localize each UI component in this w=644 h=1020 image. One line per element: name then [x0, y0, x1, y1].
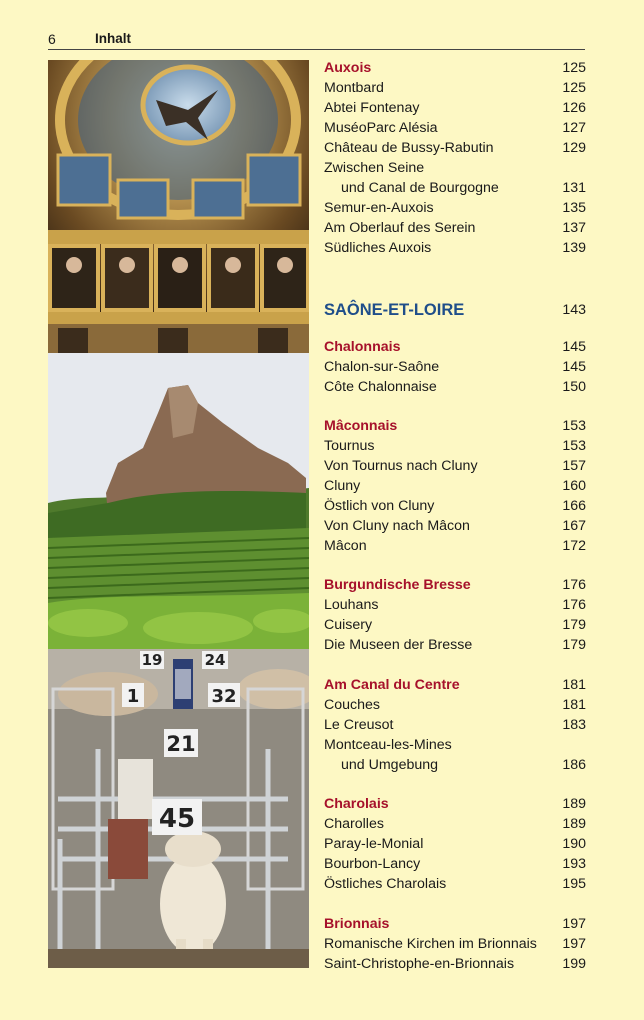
toc-page: 166	[562, 498, 586, 514]
toc-title: Bourbon-Lancy	[324, 856, 421, 872]
toc-page: 153	[562, 438, 586, 454]
toc-page: 160	[562, 478, 586, 494]
toc-title: Auxois	[324, 60, 372, 76]
toc-entry	[324, 436, 586, 456]
toc-title: MuséoParc Alésia	[324, 120, 438, 136]
toc-title: Die Museen der Bresse	[324, 637, 473, 653]
toc-title: Charolles	[324, 816, 384, 832]
cattle-tag-21: 21	[166, 732, 196, 756]
toc-section	[324, 300, 586, 320]
toc-page: 126	[562, 100, 586, 116]
toc-page: 181	[562, 697, 586, 713]
toc-title: Von Tournus nach Cluny	[324, 458, 478, 474]
toc-title: SAÔNE-ET-LOIRE	[324, 301, 465, 319]
toc-entry	[324, 78, 586, 98]
toc-page: 181	[562, 677, 586, 693]
toc-entry	[324, 834, 586, 854]
toc-page: 195	[562, 876, 586, 892]
toc-page: 189	[562, 816, 586, 832]
toc-entry	[324, 874, 586, 894]
cattle-tag-1: 1	[126, 686, 140, 707]
toc-title: Montbard	[324, 80, 384, 96]
toc-title: Am Oberlauf des Serein	[324, 220, 476, 236]
cattle-tag-45: 45	[158, 804, 196, 834]
toc-region	[324, 58, 586, 78]
toc-title: und Canal de Bourgogne	[341, 180, 499, 196]
toc-region	[324, 794, 586, 814]
toc-page: 179	[562, 617, 586, 633]
toc-title: Mâconnais	[324, 418, 398, 434]
toc-title: Louhans	[324, 597, 379, 613]
toc-page: 167	[562, 518, 586, 534]
toc-title: Abtei Fontenay	[324, 100, 420, 116]
toc-title: Château de Bussy-Rabutin	[324, 140, 494, 156]
toc-region	[324, 416, 586, 436]
photo-column	[48, 60, 309, 968]
toc-page: 129	[562, 140, 586, 156]
toc-region	[324, 675, 586, 695]
toc-entry	[324, 456, 586, 476]
toc-entry	[324, 138, 586, 158]
toc-entry	[324, 158, 586, 178]
toc-page: 183	[562, 717, 586, 733]
toc-page: 145	[562, 359, 586, 375]
toc-entry	[324, 516, 586, 536]
toc-region	[324, 575, 586, 595]
toc-entry	[324, 595, 586, 615]
toc-entry	[324, 735, 586, 755]
toc-entry	[324, 357, 586, 377]
toc-page: 186	[562, 757, 586, 773]
toc-page: 150	[562, 379, 586, 395]
toc-entry	[324, 118, 586, 138]
page-header	[48, 29, 585, 50]
toc-title: Chalonnais	[324, 339, 401, 355]
toc-entry	[324, 98, 586, 118]
toc-entry	[324, 615, 586, 635]
toc-entry	[324, 934, 586, 954]
toc-title: Le Creusot	[324, 717, 394, 733]
toc-page: 131	[562, 180, 586, 196]
toc-title: Charolais	[324, 796, 389, 812]
toc-page: 139	[562, 240, 586, 256]
toc-page: 127	[562, 120, 586, 136]
toc-entry	[324, 715, 586, 735]
toc-entry	[324, 218, 586, 238]
toc-page: 125	[562, 80, 586, 96]
toc-page: 143	[562, 302, 586, 318]
toc-entry	[324, 198, 586, 218]
cattle-tag-32: 32	[211, 686, 237, 707]
toc-title: Zwischen Seine	[324, 160, 425, 176]
toc-title: Östlich von Cluny	[324, 498, 435, 514]
toc-page: 190	[562, 836, 586, 852]
toc-page: 153	[562, 418, 586, 434]
cattle-market-photo	[48, 649, 309, 968]
toc-region	[324, 914, 586, 934]
cattle-tag-24: 24	[204, 651, 226, 669]
rock-vineyard-photo	[48, 353, 309, 649]
toc-entry	[324, 496, 586, 516]
toc-page: 193	[562, 856, 586, 872]
toc-title: Côte Chalonnaise	[324, 379, 437, 395]
toc-page: 197	[562, 916, 586, 932]
toc-page: 179	[562, 637, 586, 653]
toc-entry	[324, 238, 586, 258]
toc-title: und Umgebung	[341, 757, 439, 773]
toc-page: 145	[562, 339, 586, 355]
toc-title: Cluny	[324, 478, 361, 494]
toc-page: 199	[562, 956, 586, 972]
toc-page: 197	[562, 936, 586, 952]
toc-entry	[324, 377, 586, 397]
toc-entry	[324, 178, 586, 198]
toc-entry	[324, 536, 586, 556]
toc-entry	[324, 755, 586, 775]
toc-entry	[324, 695, 586, 715]
toc-page: 176	[562, 597, 586, 613]
toc-title: Mâcon	[324, 538, 367, 554]
toc-title: Cuisery	[324, 617, 373, 633]
page-number: 6	[48, 31, 56, 47]
toc-title: Chalon-sur-Saône	[324, 359, 440, 375]
toc-title: Romanische Kirchen im Brionnais	[324, 936, 537, 952]
toc-entry	[324, 476, 586, 496]
toc-entry	[324, 814, 586, 834]
toc-region	[324, 337, 586, 357]
toc-page: 135	[562, 200, 586, 216]
toc-title: Von Cluny nach Mâcon	[324, 518, 470, 534]
toc-title: Südliches Auxois	[324, 240, 432, 256]
ceiling-fresco-photo	[48, 60, 309, 353]
toc-title: Burgundische Bresse	[324, 577, 471, 593]
toc-title: Couches	[324, 697, 380, 713]
toc-title: Am Canal du Centre	[324, 677, 460, 693]
toc-title: Semur-en-Auxois	[324, 200, 434, 216]
toc-entry	[324, 635, 586, 655]
toc-page: 176	[562, 577, 586, 593]
toc-title: Östliches Charolais	[324, 876, 447, 892]
header-title: Inhalt	[95, 31, 131, 46]
toc-page: 157	[562, 458, 586, 474]
toc-title: Brionnais	[324, 916, 390, 932]
toc-title: Saint-Christophe-en-Brionnais	[324, 956, 515, 972]
toc-page: 189	[562, 796, 586, 812]
toc-title: Montceau-les-Mines	[324, 737, 452, 753]
cattle-tag-19: 19	[141, 651, 163, 669]
toc-page: 137	[562, 220, 586, 236]
toc-page: 125	[562, 60, 586, 76]
toc-page: 172	[562, 538, 586, 554]
toc-title: Paray-le-Monial	[324, 836, 424, 852]
toc-entry	[324, 854, 586, 874]
toc-entry	[324, 954, 586, 974]
toc-title: Tournus	[324, 438, 375, 454]
